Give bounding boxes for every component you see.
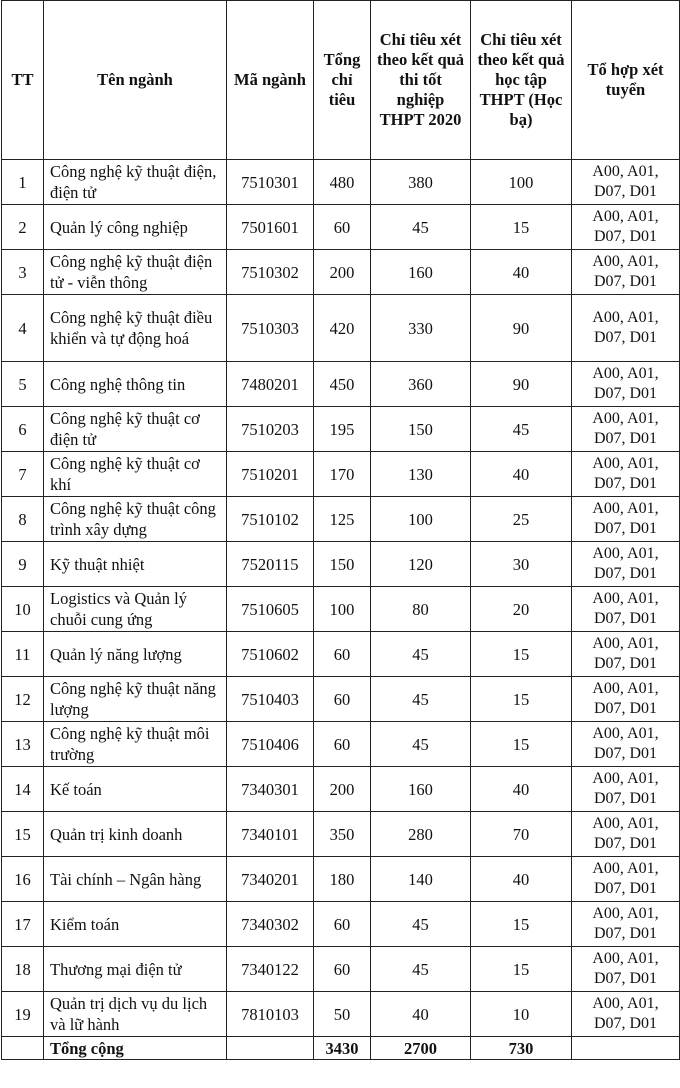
major-name: Công nghệ kỹ thuật công trình xây dựng xyxy=(44,497,227,542)
subject-combination: A00, A01, D07, D01 xyxy=(572,160,680,205)
table-row xyxy=(2,160,680,205)
hoc-ba-quota: 40 xyxy=(471,767,572,812)
header-tong-chi-tieu: Tổng chỉ tiêu xyxy=(314,1,371,160)
major-code: 7340201 xyxy=(227,857,314,902)
header-ten-nganh: Tên ngành xyxy=(44,1,227,160)
hoc-ba-quota: 70 xyxy=(471,812,572,857)
hoc-ba-quota: 40 xyxy=(471,857,572,902)
row-number: 7 xyxy=(2,452,44,497)
row-number: 9 xyxy=(2,542,44,587)
thpt-quota: 280 xyxy=(371,812,471,857)
major-name: Thương mại điện tử xyxy=(44,947,227,992)
thpt-quota: 45 xyxy=(371,677,471,722)
major-code: 7510605 xyxy=(227,587,314,632)
major-name: Công nghệ kỹ thuật điều khiển và tự động hoá xyxy=(44,295,227,362)
subject-combination: A00, A01, D07, D01 xyxy=(572,632,680,677)
total-quota: 200 xyxy=(314,250,371,295)
row-number: 4 xyxy=(2,295,44,362)
thpt-quota: 45 xyxy=(371,902,471,947)
hoc-ba-quota: 40 xyxy=(471,250,572,295)
row-number: 8 xyxy=(2,497,44,542)
hoc-ba-quota: 15 xyxy=(471,677,572,722)
thpt-quota: 360 xyxy=(371,362,471,407)
total-quota: 450 xyxy=(314,362,371,407)
major-name: Công nghệ kỹ thuật điện, điện tử xyxy=(44,160,227,205)
table-row xyxy=(2,452,680,497)
major-name: Quản lý năng lượng xyxy=(44,632,227,677)
major-code: 7510203 xyxy=(227,407,314,452)
row-number: 2 xyxy=(2,205,44,250)
total-quota: 60 xyxy=(314,632,371,677)
table-row xyxy=(2,947,680,992)
row-number: 15 xyxy=(2,812,44,857)
total-quota: 100 xyxy=(314,587,371,632)
major-code: 7340101 xyxy=(227,812,314,857)
major-code: 7510303 xyxy=(227,295,314,362)
row-number: 14 xyxy=(2,767,44,812)
major-name: Kỹ thuật nhiệt xyxy=(44,542,227,587)
major-name: Quản trị dịch vụ du lịch và lữ hành xyxy=(44,992,227,1037)
header-tt: TT xyxy=(2,1,44,160)
total-hoc-ba: 730 xyxy=(471,1037,572,1060)
subject-combination: A00, A01, D07, D01 xyxy=(572,857,680,902)
row-number: 13 xyxy=(2,722,44,767)
hoc-ba-quota: 15 xyxy=(471,902,572,947)
table-row xyxy=(2,767,680,812)
header-thpt: Chỉ tiêu xét theo kết quả thi tốt nghiệp THPT 2020 xyxy=(371,1,471,160)
major-code: 7510302 xyxy=(227,250,314,295)
subject-combination: A00, A01, D07, D01 xyxy=(572,677,680,722)
total-thpt: 2700 xyxy=(371,1037,471,1060)
major-name: Công nghệ kỹ thuật môi trường xyxy=(44,722,227,767)
row-number: 6 xyxy=(2,407,44,452)
hoc-ba-quota: 100 xyxy=(471,160,572,205)
table-row xyxy=(2,722,680,767)
hoc-ba-quota: 25 xyxy=(471,497,572,542)
row-number: 17 xyxy=(2,902,44,947)
thpt-quota: 45 xyxy=(371,205,471,250)
table-row xyxy=(2,407,680,452)
hoc-ba-quota: 15 xyxy=(471,722,572,767)
row-number: 19 xyxy=(2,992,44,1037)
subject-combination: A00, A01, D07, D01 xyxy=(572,542,680,587)
major-name: Công nghệ kỹ thuật điện tử - viễn thông xyxy=(44,250,227,295)
subject-combination: A00, A01, D07, D01 xyxy=(572,362,680,407)
subject-combination: A00, A01, D07, D01 xyxy=(572,205,680,250)
table-row xyxy=(2,587,680,632)
subject-combination: A00, A01, D07, D01 xyxy=(572,250,680,295)
total-tt-cell xyxy=(2,1037,44,1060)
major-code: 7501601 xyxy=(227,205,314,250)
table-row xyxy=(2,992,680,1037)
hoc-ba-quota: 20 xyxy=(471,587,572,632)
hoc-ba-quota: 15 xyxy=(471,632,572,677)
thpt-quota: 100 xyxy=(371,497,471,542)
thpt-quota: 150 xyxy=(371,407,471,452)
table-row xyxy=(2,250,680,295)
total-sum: 3430 xyxy=(314,1037,371,1060)
table-row xyxy=(2,677,680,722)
total-quota: 60 xyxy=(314,947,371,992)
major-code: 7340301 xyxy=(227,767,314,812)
major-name: Tài chính – Ngân hàng xyxy=(44,857,227,902)
thpt-quota: 160 xyxy=(371,767,471,812)
row-number: 12 xyxy=(2,677,44,722)
subject-combination: A00, A01, D07, D01 xyxy=(572,902,680,947)
table-row xyxy=(2,295,680,362)
table-row xyxy=(2,542,680,587)
total-code-cell xyxy=(227,1037,314,1060)
table-row xyxy=(2,902,680,947)
total-quota: 125 xyxy=(314,497,371,542)
hoc-ba-quota: 15 xyxy=(471,947,572,992)
major-name: Logistics và Quản lý chuỗi cung ứng xyxy=(44,587,227,632)
hoc-ba-quota: 45 xyxy=(471,407,572,452)
subject-combination: A00, A01, D07, D01 xyxy=(572,722,680,767)
major-code: 7510102 xyxy=(227,497,314,542)
total-quota: 60 xyxy=(314,722,371,767)
total-label: Tổng cộng xyxy=(44,1037,227,1060)
total-quota: 350 xyxy=(314,812,371,857)
row-number: 18 xyxy=(2,947,44,992)
major-code: 7340302 xyxy=(227,902,314,947)
hoc-ba-quota: 10 xyxy=(471,992,572,1037)
thpt-quota: 45 xyxy=(371,947,471,992)
major-code: 7810103 xyxy=(227,992,314,1037)
major-name: Quản lý công nghiệp xyxy=(44,205,227,250)
total-quota: 195 xyxy=(314,407,371,452)
major-code: 7340122 xyxy=(227,947,314,992)
major-name: Công nghệ kỹ thuật cơ điện tử xyxy=(44,407,227,452)
table-body xyxy=(2,160,680,1037)
row-number: 11 xyxy=(2,632,44,677)
row-number: 5 xyxy=(2,362,44,407)
thpt-quota: 130 xyxy=(371,452,471,497)
row-number: 3 xyxy=(2,250,44,295)
table-row xyxy=(2,205,680,250)
thpt-quota: 45 xyxy=(371,722,471,767)
total-quota: 60 xyxy=(314,902,371,947)
major-code: 7510201 xyxy=(227,452,314,497)
hoc-ba-quota: 15 xyxy=(471,205,572,250)
thpt-quota: 120 xyxy=(371,542,471,587)
total-quota: 60 xyxy=(314,677,371,722)
major-name: Công nghệ thông tin xyxy=(44,362,227,407)
thpt-quota: 160 xyxy=(371,250,471,295)
subject-combination: A00, A01, D07, D01 xyxy=(572,587,680,632)
subject-combination: A00, A01, D07, D01 xyxy=(572,452,680,497)
subject-combination: A00, A01, D07, D01 xyxy=(572,497,680,542)
hoc-ba-quota: 90 xyxy=(471,295,572,362)
thpt-quota: 80 xyxy=(371,587,471,632)
hoc-ba-quota: 30 xyxy=(471,542,572,587)
total-quota: 420 xyxy=(314,295,371,362)
total-quota: 480 xyxy=(314,160,371,205)
total-row xyxy=(2,1037,680,1060)
major-code: 7510406 xyxy=(227,722,314,767)
table-row xyxy=(2,497,680,542)
major-code: 7510403 xyxy=(227,677,314,722)
thpt-quota: 140 xyxy=(371,857,471,902)
thpt-quota: 380 xyxy=(371,160,471,205)
hoc-ba-quota: 40 xyxy=(471,452,572,497)
thpt-quota: 330 xyxy=(371,295,471,362)
thpt-quota: 40 xyxy=(371,992,471,1037)
admission-quota-table xyxy=(1,0,680,1060)
header-to-hop: Tổ hợp xét tuyển xyxy=(572,1,680,160)
row-number: 1 xyxy=(2,160,44,205)
major-name: Kiểm toán xyxy=(44,902,227,947)
total-quota: 170 xyxy=(314,452,371,497)
total-quota: 50 xyxy=(314,992,371,1037)
total-combo-cell xyxy=(572,1037,680,1060)
subject-combination: A00, A01, D07, D01 xyxy=(572,812,680,857)
header-hoc-ba: Chỉ tiêu xét theo kết quả học tập THPT (Học bạ) xyxy=(471,1,572,160)
subject-combination: A00, A01, D07, D01 xyxy=(572,767,680,812)
total-quota: 200 xyxy=(314,767,371,812)
subject-combination: A00, A01, D07, D01 xyxy=(572,407,680,452)
major-code: 7510602 xyxy=(227,632,314,677)
major-name: Kế toán xyxy=(44,767,227,812)
header-ma-nganh: Mã ngành xyxy=(227,1,314,160)
hoc-ba-quota: 90 xyxy=(471,362,572,407)
major-name: Công nghệ kỹ thuật cơ khí xyxy=(44,452,227,497)
table-row xyxy=(2,362,680,407)
thpt-quota: 45 xyxy=(371,632,471,677)
major-name: Quản trị kinh doanh xyxy=(44,812,227,857)
header-row xyxy=(2,1,680,160)
subject-combination: A00, A01, D07, D01 xyxy=(572,992,680,1037)
row-number: 16 xyxy=(2,857,44,902)
row-number: 10 xyxy=(2,587,44,632)
total-quota: 180 xyxy=(314,857,371,902)
table-row xyxy=(2,857,680,902)
major-name: Công nghệ kỹ thuật năng lượng xyxy=(44,677,227,722)
total-quota: 60 xyxy=(314,205,371,250)
subject-combination: A00, A01, D07, D01 xyxy=(572,947,680,992)
major-code: 7480201 xyxy=(227,362,314,407)
table-row xyxy=(2,632,680,677)
major-code: 7520115 xyxy=(227,542,314,587)
total-quota: 150 xyxy=(314,542,371,587)
major-code: 7510301 xyxy=(227,160,314,205)
table-row xyxy=(2,812,680,857)
subject-combination: A00, A01, D07, D01 xyxy=(572,295,680,362)
